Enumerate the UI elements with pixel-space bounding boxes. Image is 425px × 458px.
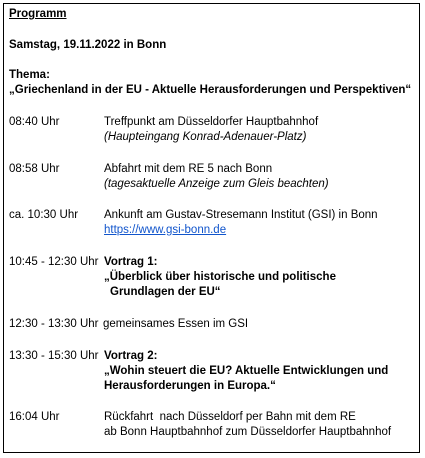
lecture-title-continued: Herausforderungen in Europa.“ <box>104 380 276 392</box>
schedule-description: Abfahrt mit dem RE 5 nach Bonn <box>104 163 273 175</box>
schedule-note: (Haupteingang Konrad-Adenauer-Platz) <box>104 131 307 143</box>
lecture-label: Vortrag 2: <box>104 350 158 362</box>
schedule-time: 08:58 Uhr <box>9 163 60 175</box>
schedule-time: 08:40 Uhr <box>9 116 60 128</box>
document-heading: Programm <box>9 8 67 20</box>
schedule-time: 16:04 Uhr <box>9 411 60 423</box>
schedule-description-continued: ab Bonn Hauptbahnhof zum Düsseldorfer Hauptbahnhof <box>104 426 392 438</box>
schedule-description: Treffpunkt am Düsseldorfer Hauptbahnhof <box>104 116 319 128</box>
lecture-title: „Überblick über historische und politische <box>104 271 336 283</box>
schedule-time: ca. 10:30 Uhr <box>9 209 79 221</box>
schedule-time: 10:45 - 12:30 Uhr <box>9 256 99 268</box>
lecture-label: Vortrag 1: <box>104 256 158 268</box>
schedule-note: (tagesaktuelle Anzeige zum Gleis beachten) <box>104 178 329 190</box>
date-line: Samstag, 19.11.2022 in Bonn <box>9 39 167 51</box>
lecture-title-continued: Grundlagen der EU“ <box>110 286 221 298</box>
schedule-description: Ankunft am Gustav-Stresemann Institut (GSI) in Bonn <box>104 209 378 221</box>
schedule-time: 12:30 - 13:30 Uhr <box>9 318 99 330</box>
theme-label: Thema: <box>9 69 50 81</box>
theme-title: „Griechenland in der EU - Aktuelle Herausforderungen und Perspektiven“ <box>9 84 412 96</box>
schedule-description: gemeinsames Essen im GSI <box>103 318 249 330</box>
schedule-description: Rückfahrt nach Düsseldorf per Bahn mit dem RE <box>104 411 356 423</box>
schedule-time: 13:30 - 15:30 Uhr <box>9 350 99 362</box>
lecture-title: „Wohin steuert die EU? Aktuelle Entwicklungen und <box>104 365 389 377</box>
gsi-website-link[interactable]: https://www.gsi-bonn.de <box>104 224 227 236</box>
